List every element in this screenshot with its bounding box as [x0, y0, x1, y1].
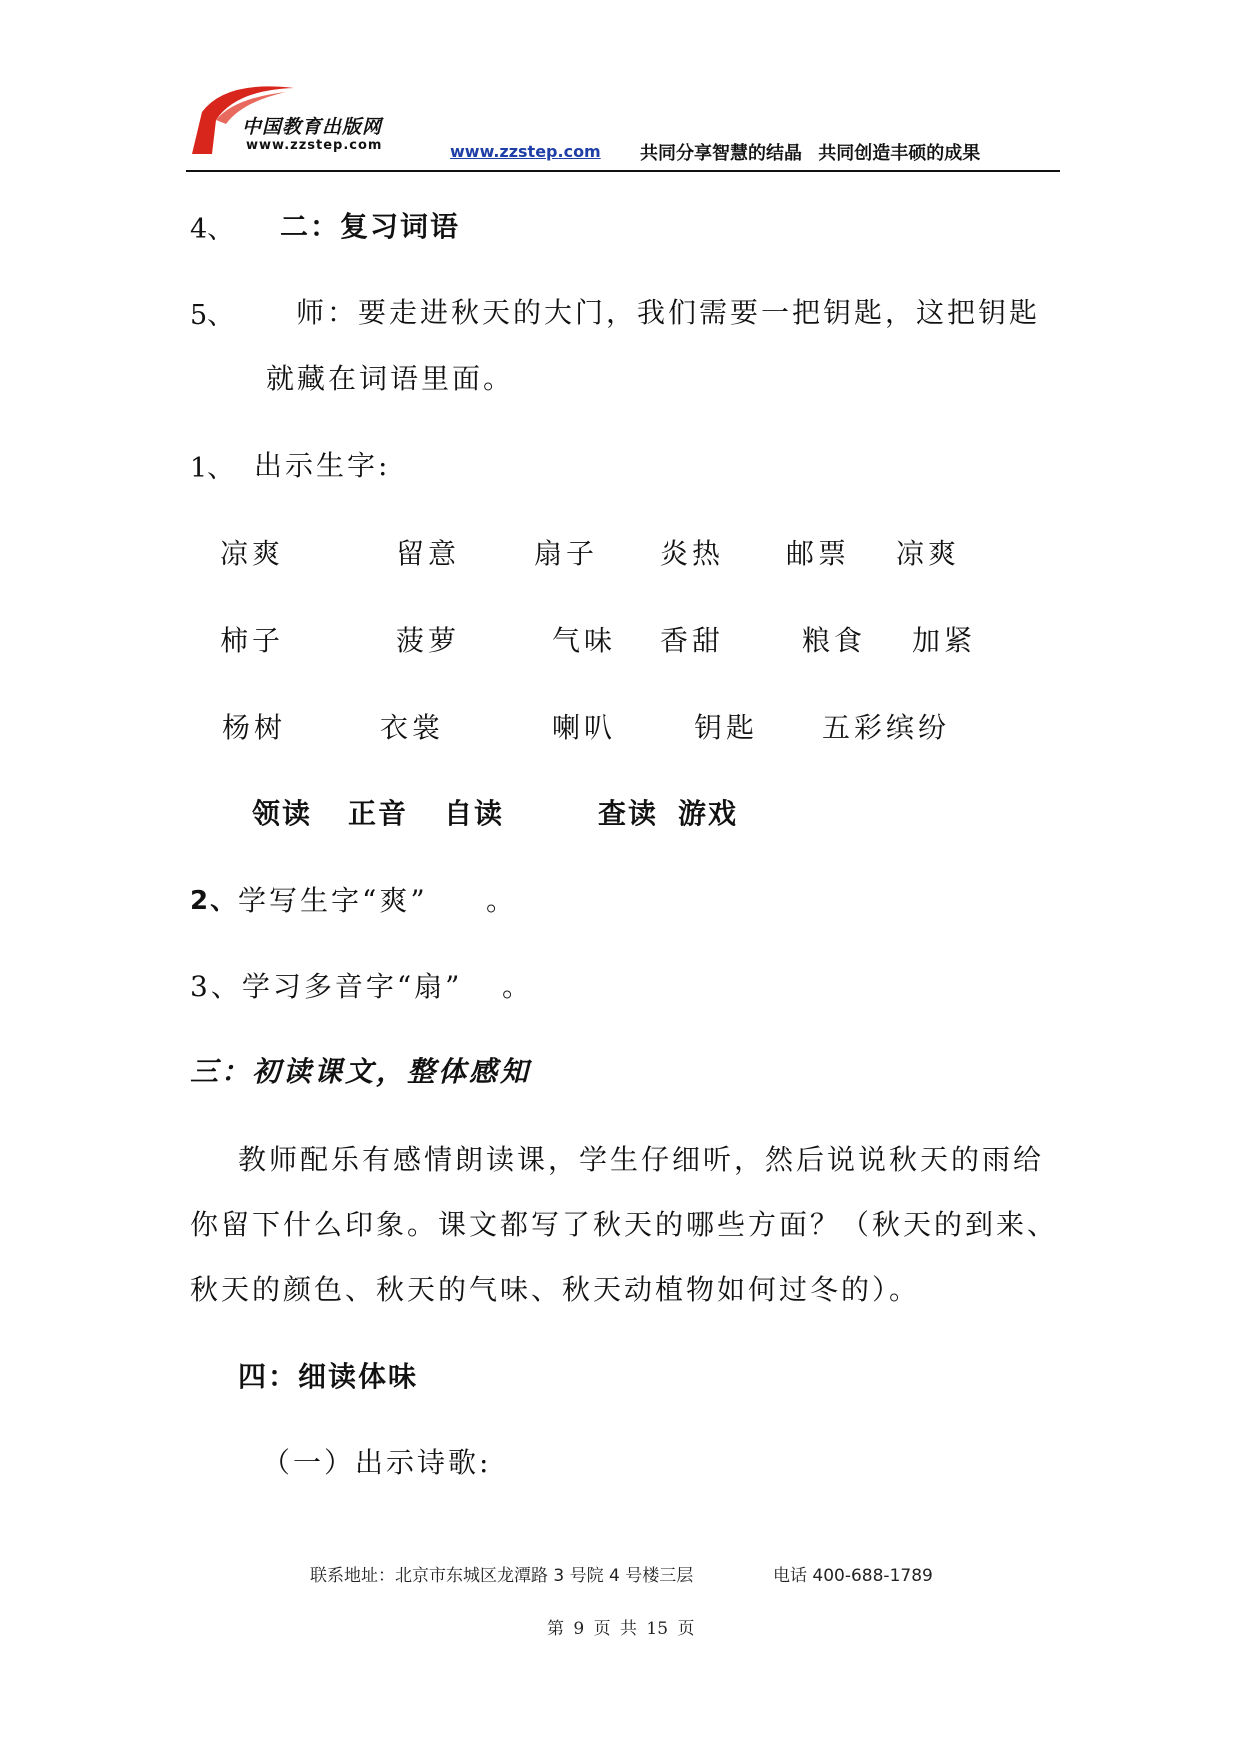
activity-label: 游戏 — [678, 797, 739, 830]
item-1-number: 1、 — [190, 453, 235, 484]
section-3-paragraph-line: 教师配乐有感情朗读课，学生仔细听，然后说说秋天的雨给 — [238, 1143, 1045, 1176]
section-3-paragraph-line: 你留下什么印象。课文都写了秋天的哪些方面？（秋天的到来、 — [190, 1208, 1059, 1241]
header-divider — [186, 170, 1060, 172]
word-item: 香甜 — [660, 624, 725, 657]
section-4-subheading: （一）出示诗歌: — [262, 1446, 492, 1479]
item-1-text: 出示生字: — [254, 449, 391, 482]
word-item: 衣裳 — [380, 711, 445, 744]
activity-label: 自读 — [444, 797, 505, 830]
item-3-text: 3、学习多音字“扇” — [190, 970, 463, 1003]
website-link[interactable]: www.zzstep.com — [450, 142, 601, 161]
item-2-end: 。 — [486, 884, 518, 917]
word-item: 邮票 — [786, 537, 851, 570]
item-5-line-1: 师：要走进秋天的大门，我们需要一把钥匙，这把钥匙 — [296, 296, 1041, 329]
item-3-end: 。 — [502, 970, 534, 1003]
footer-phone: 电话 400-688-1789 — [773, 1566, 933, 1586]
section-4-heading: 四：细读体味 — [238, 1360, 419, 1393]
word-item: 柿子 — [220, 624, 285, 657]
page-number: 第 9 页 共 15 页 — [547, 1619, 695, 1639]
publisher-logo — [186, 84, 386, 156]
word-item: 凉爽 — [896, 537, 961, 570]
word-item: 加紧 — [912, 624, 977, 657]
word-item: 炎热 — [660, 537, 725, 570]
word-item: 喇叭 — [552, 711, 617, 744]
logo-title: 中国教育出版网 — [242, 116, 383, 138]
word-item: 粮食 — [802, 624, 867, 657]
item-5-number: 5、 — [190, 300, 235, 331]
item-2-text: 学写生字“爽” — [238, 884, 428, 917]
activity-label: 正音 — [348, 797, 409, 830]
header-slogan: 共同分享智慧的结晶 共同创造丰硕的成果 — [640, 143, 981, 164]
word-item: 气味 — [552, 624, 617, 657]
item-4-number: 4、 — [190, 214, 235, 245]
footer-address: 联系地址：北京市东城区龙潭路 3 号院 4 号楼三层 — [310, 1566, 694, 1586]
section-3-paragraph-line: 秋天的颜色、秋天的气味、秋天动植物如何过冬的）。 — [190, 1273, 921, 1306]
word-item: 扇子 — [534, 537, 599, 570]
item-4-heading: 二：复习词语 — [280, 210, 461, 243]
activity-label: 领读 — [252, 797, 313, 830]
word-item: 钥匙 — [694, 711, 759, 744]
word-item: 五彩缤纷 — [822, 711, 951, 744]
section-3-heading: 三：初读课文，整体感知 — [190, 1055, 532, 1088]
item-2-number: 2、 — [190, 886, 239, 916]
logo-url: www.zzstep.com — [246, 138, 383, 153]
word-item: 杨树 — [222, 711, 287, 744]
word-item: 留意 — [396, 537, 461, 570]
word-item: 凉爽 — [220, 537, 285, 570]
item-5-line-2: 就藏在词语里面。 — [266, 362, 515, 395]
word-item: 菠萝 — [396, 624, 461, 657]
activity-label: 查读 — [598, 797, 659, 830]
